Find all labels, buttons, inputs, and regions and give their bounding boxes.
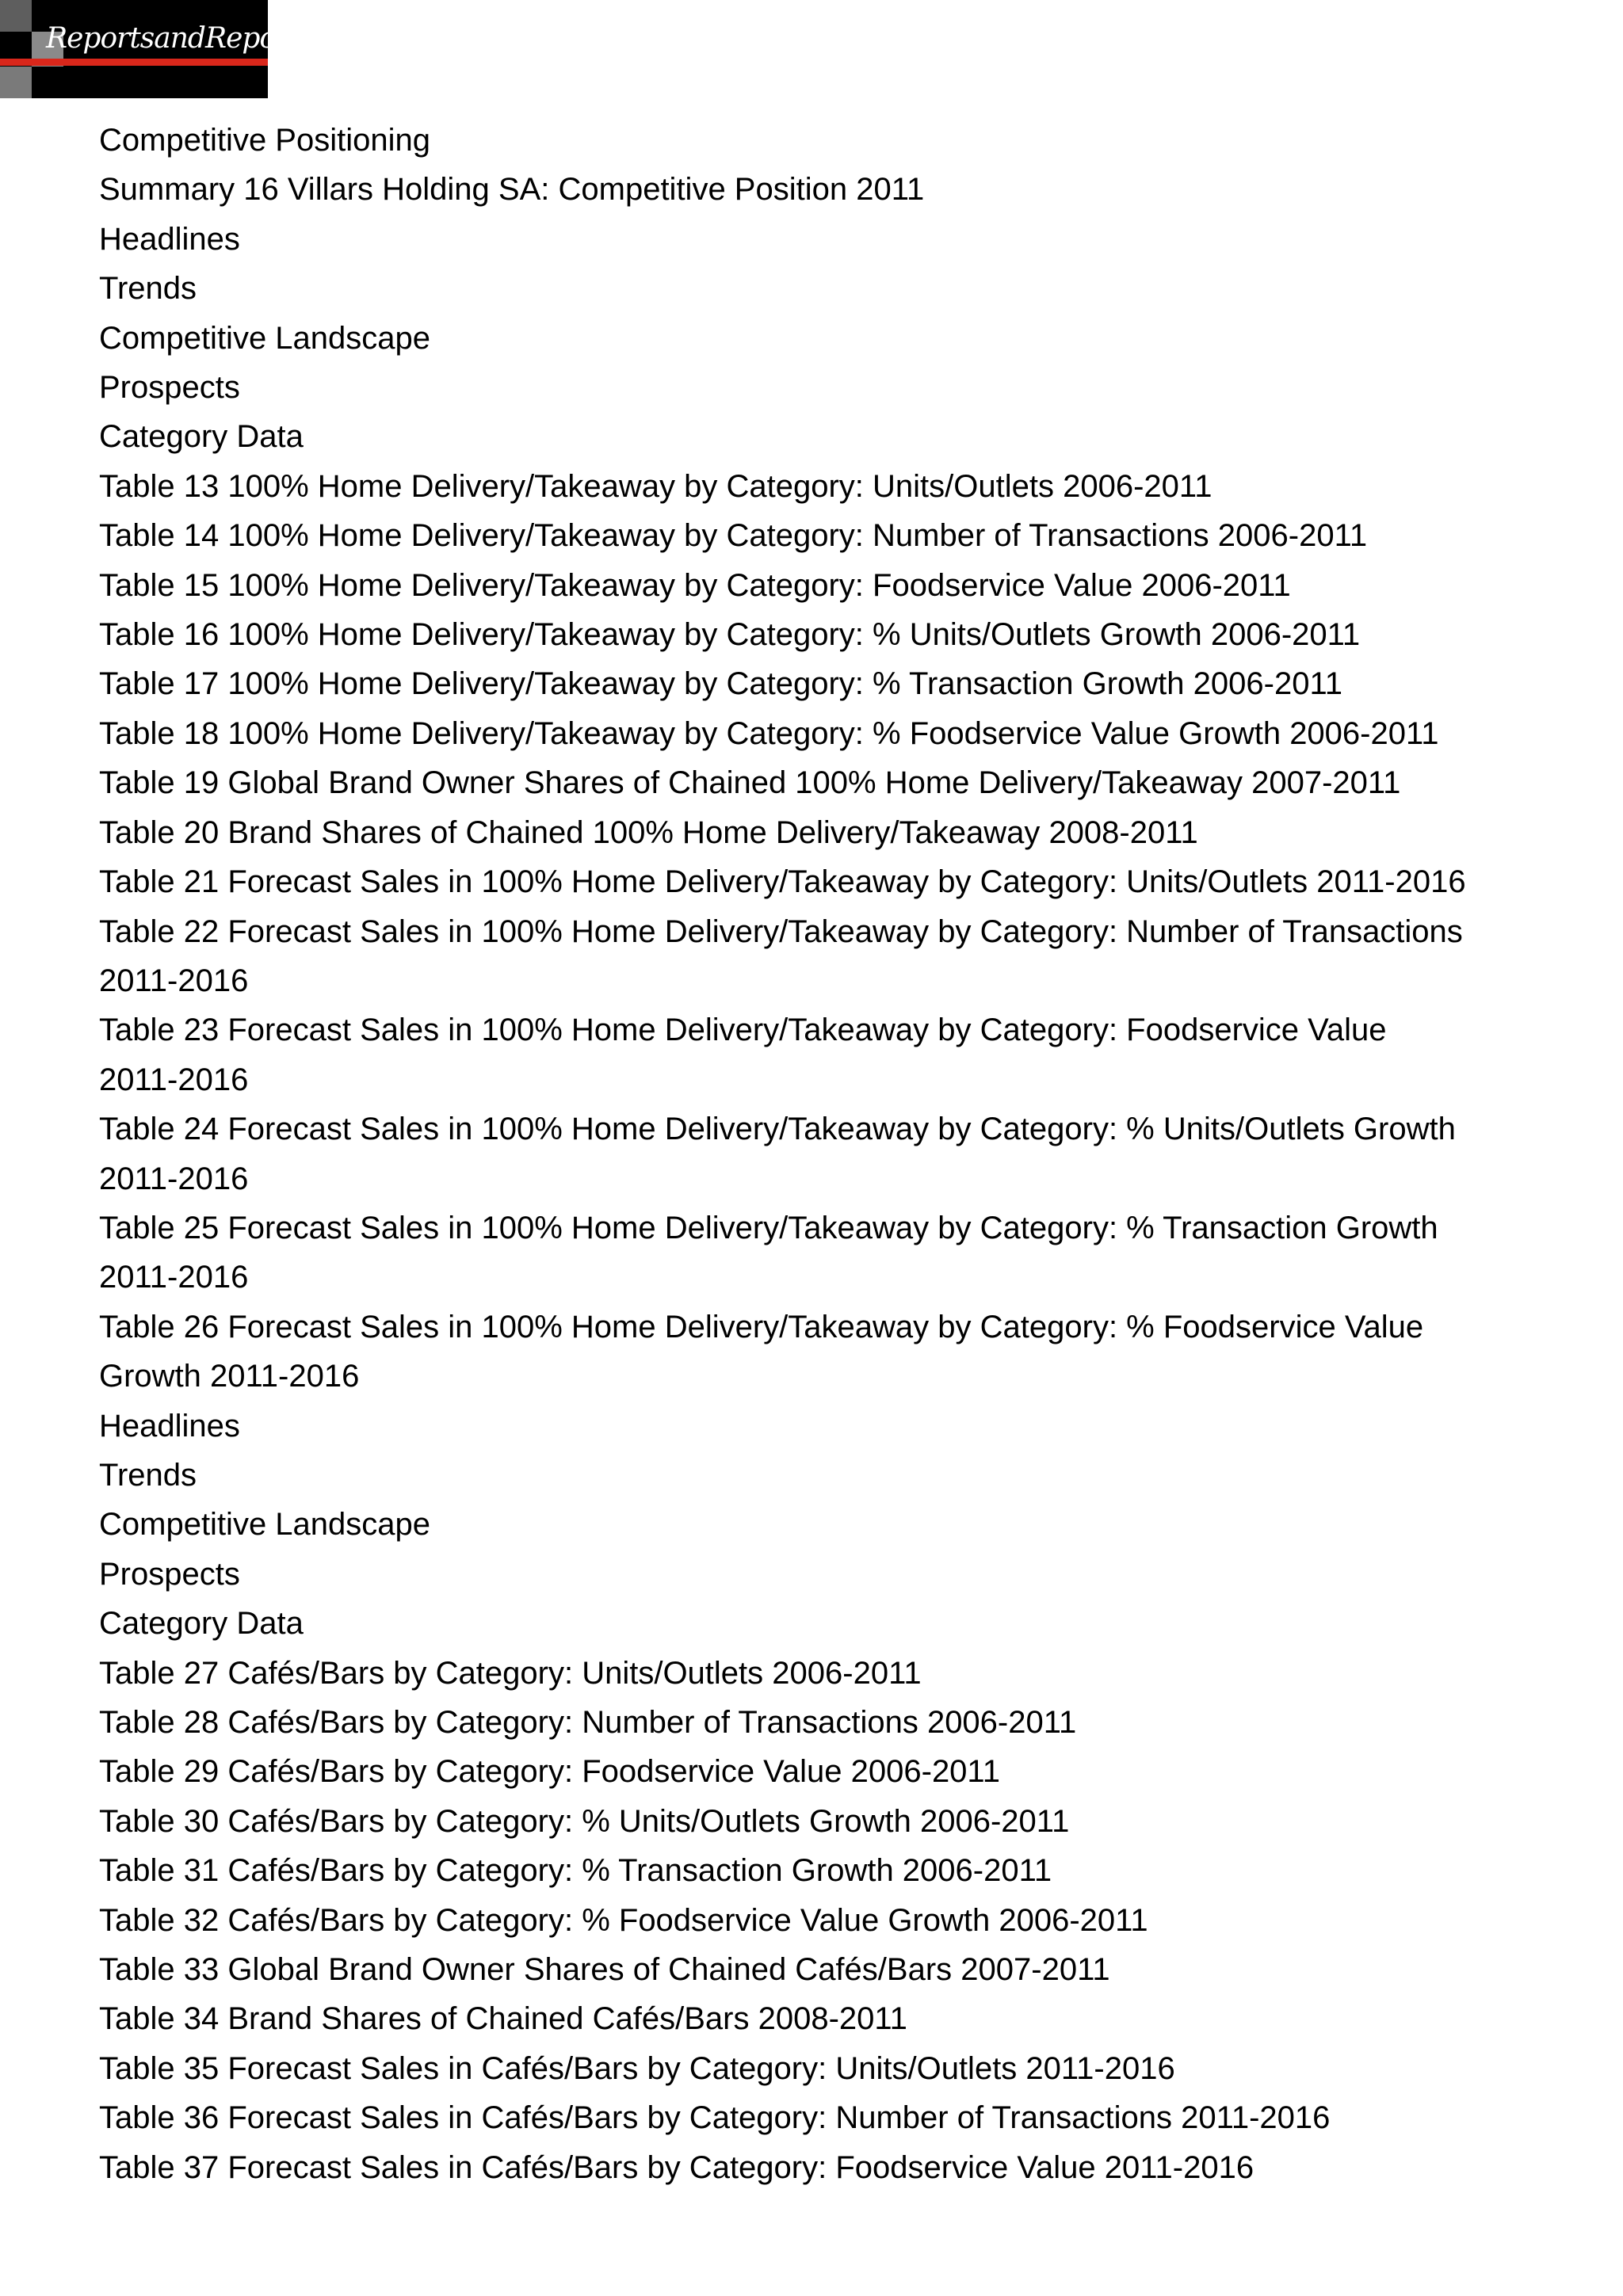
toc-line: Competitive Landscape (99, 320, 431, 356)
toc-line: Table 37 Forecast Sales in Cafés/Bars by Category: Foodservice Value 2011-2016 (99, 2149, 1254, 2185)
toc-line: Table 25 Forecast Sales in 100% Home Delivery/Takeaway by Category: % Transaction Growth (99, 1210, 1438, 1245)
toc-line: Table 23 Forecast Sales in 100% Home Delivery/Takeaway by Category: Foodservice Value (99, 1013, 1387, 1048)
toc-line: Trends (99, 1457, 197, 1493)
toc-line: Table 32 Cafés/Bars by Category: % Foodservice Value Growth 2006-2011 (99, 1902, 1148, 1938)
toc-line: Competitive Positioning (99, 123, 430, 158)
toc-line: Headlines (99, 221, 240, 257)
logo-square (32, 67, 63, 98)
toc-line: Table 36 Forecast Sales in Cafés/Bars by Category: Number of Transactions 2011-2016 (99, 2100, 1331, 2136)
logo-square (0, 67, 32, 98)
toc-line: Table 28 Cafés/Bars by Category: Number of Transactions 2006-2011 (99, 1705, 1077, 1740)
toc-line: Table 19 Global Brand Owner Shares of Chained 100% Home Delivery/Takeaway 2007-2011 (99, 765, 1401, 801)
toc-line: Table 30 Cafés/Bars by Category: % Units/Outlets Growth 2006-2011 (99, 1803, 1070, 1839)
toc-line: 2011-2016 (99, 1161, 249, 1196)
toc-line: Table 14 100% Home Delivery/Takeaway by Category: Number of Transactions 2006-2011 (99, 518, 1368, 554)
toc-line: 2011-2016 (99, 1062, 249, 1097)
toc-line: Headlines (99, 1408, 240, 1444)
toc-line: Table 31 Cafés/Bars by Category: % Transaction Growth 2006-2011 (99, 1853, 1052, 1889)
toc-line: Competitive Landscape (99, 1507, 431, 1543)
toc-line: Table 35 Forecast Sales in Cafés/Bars by Category: Units/Outlets 2011-2016 (99, 2050, 1175, 2086)
logo-text: ReportsandReports (46, 22, 314, 55)
toc-line: Growth 2011-2016 (99, 1359, 360, 1394)
toc-line: Table 29 Cafés/Bars by Category: Foodservice Value 2006-2011 (99, 1754, 1000, 1790)
toc-line: Trends (99, 271, 197, 307)
toc-line: Table 16 100% Home Delivery/Takeaway by Category: % Units/Outlets Growth 2006-2011 (99, 617, 1361, 653)
toc-line: Category Data (99, 1606, 304, 1642)
table-of-contents (99, 116, 1541, 2192)
logo-red-bar (0, 59, 268, 66)
toc-line: Table 22 Forecast Sales in 100% Home Delivery/Takeaway by Category: Number of Transactions (99, 913, 1463, 949)
toc-line: Category Data (99, 419, 304, 455)
toc-line: Table 27 Cafés/Bars by Category: Units/Outlets 2006-2011 (99, 1655, 922, 1691)
reportsandreports-logo (0, 0, 314, 98)
toc-line: Table 17 100% Home Delivery/Takeaway by Category: % Transaction Growth 2006-2011 (99, 666, 1342, 702)
toc-line: Table 33 Global Brand Owner Shares of Chained Cafés/Bars 2007-2011 (99, 1952, 1110, 1988)
toc-line: Table 15 100% Home Delivery/Takeaway by Category: Foodservice Value 2006-2011 (99, 567, 1291, 603)
toc-line: Table 26 Forecast Sales in 100% Home Delivery/Takeaway by Category: % Foodservice Value (99, 1309, 1424, 1344)
toc-line: Table 24 Forecast Sales in 100% Home Delivery/Takeaway by Category: % Units/Outlets Growth (99, 1112, 1456, 1147)
toc-line: Table 13 100% Home Delivery/Takeaway by Category: Units/Outlets 2006-2011 (99, 468, 1212, 504)
toc-line: 2011-2016 (99, 963, 249, 998)
toc-line: Prospects (99, 1556, 240, 1592)
toc-line: Table 18 100% Home Delivery/Takeaway by Category: % Foodservice Value Growth 2006-2011 (99, 715, 1439, 751)
toc-line: Table 21 Forecast Sales in 100% Home Delivery/Takeaway by Category: Units/Outlets 2011-2016 (99, 864, 1466, 900)
toc-line: Summary 16 Villars Holding SA: Competitive Position 2011 (99, 172, 925, 208)
toc-line: 2011-2016 (99, 1260, 249, 1295)
toc-line: Table 20 Brand Shares of Chained 100% Home Delivery/Takeaway 2008-2011 (99, 814, 1198, 850)
toc-line: Prospects (99, 370, 240, 406)
toc-line: Table 34 Brand Shares of Chained Cafés/Bars 2008-2011 (99, 2001, 907, 2037)
logo-square (0, 0, 32, 32)
